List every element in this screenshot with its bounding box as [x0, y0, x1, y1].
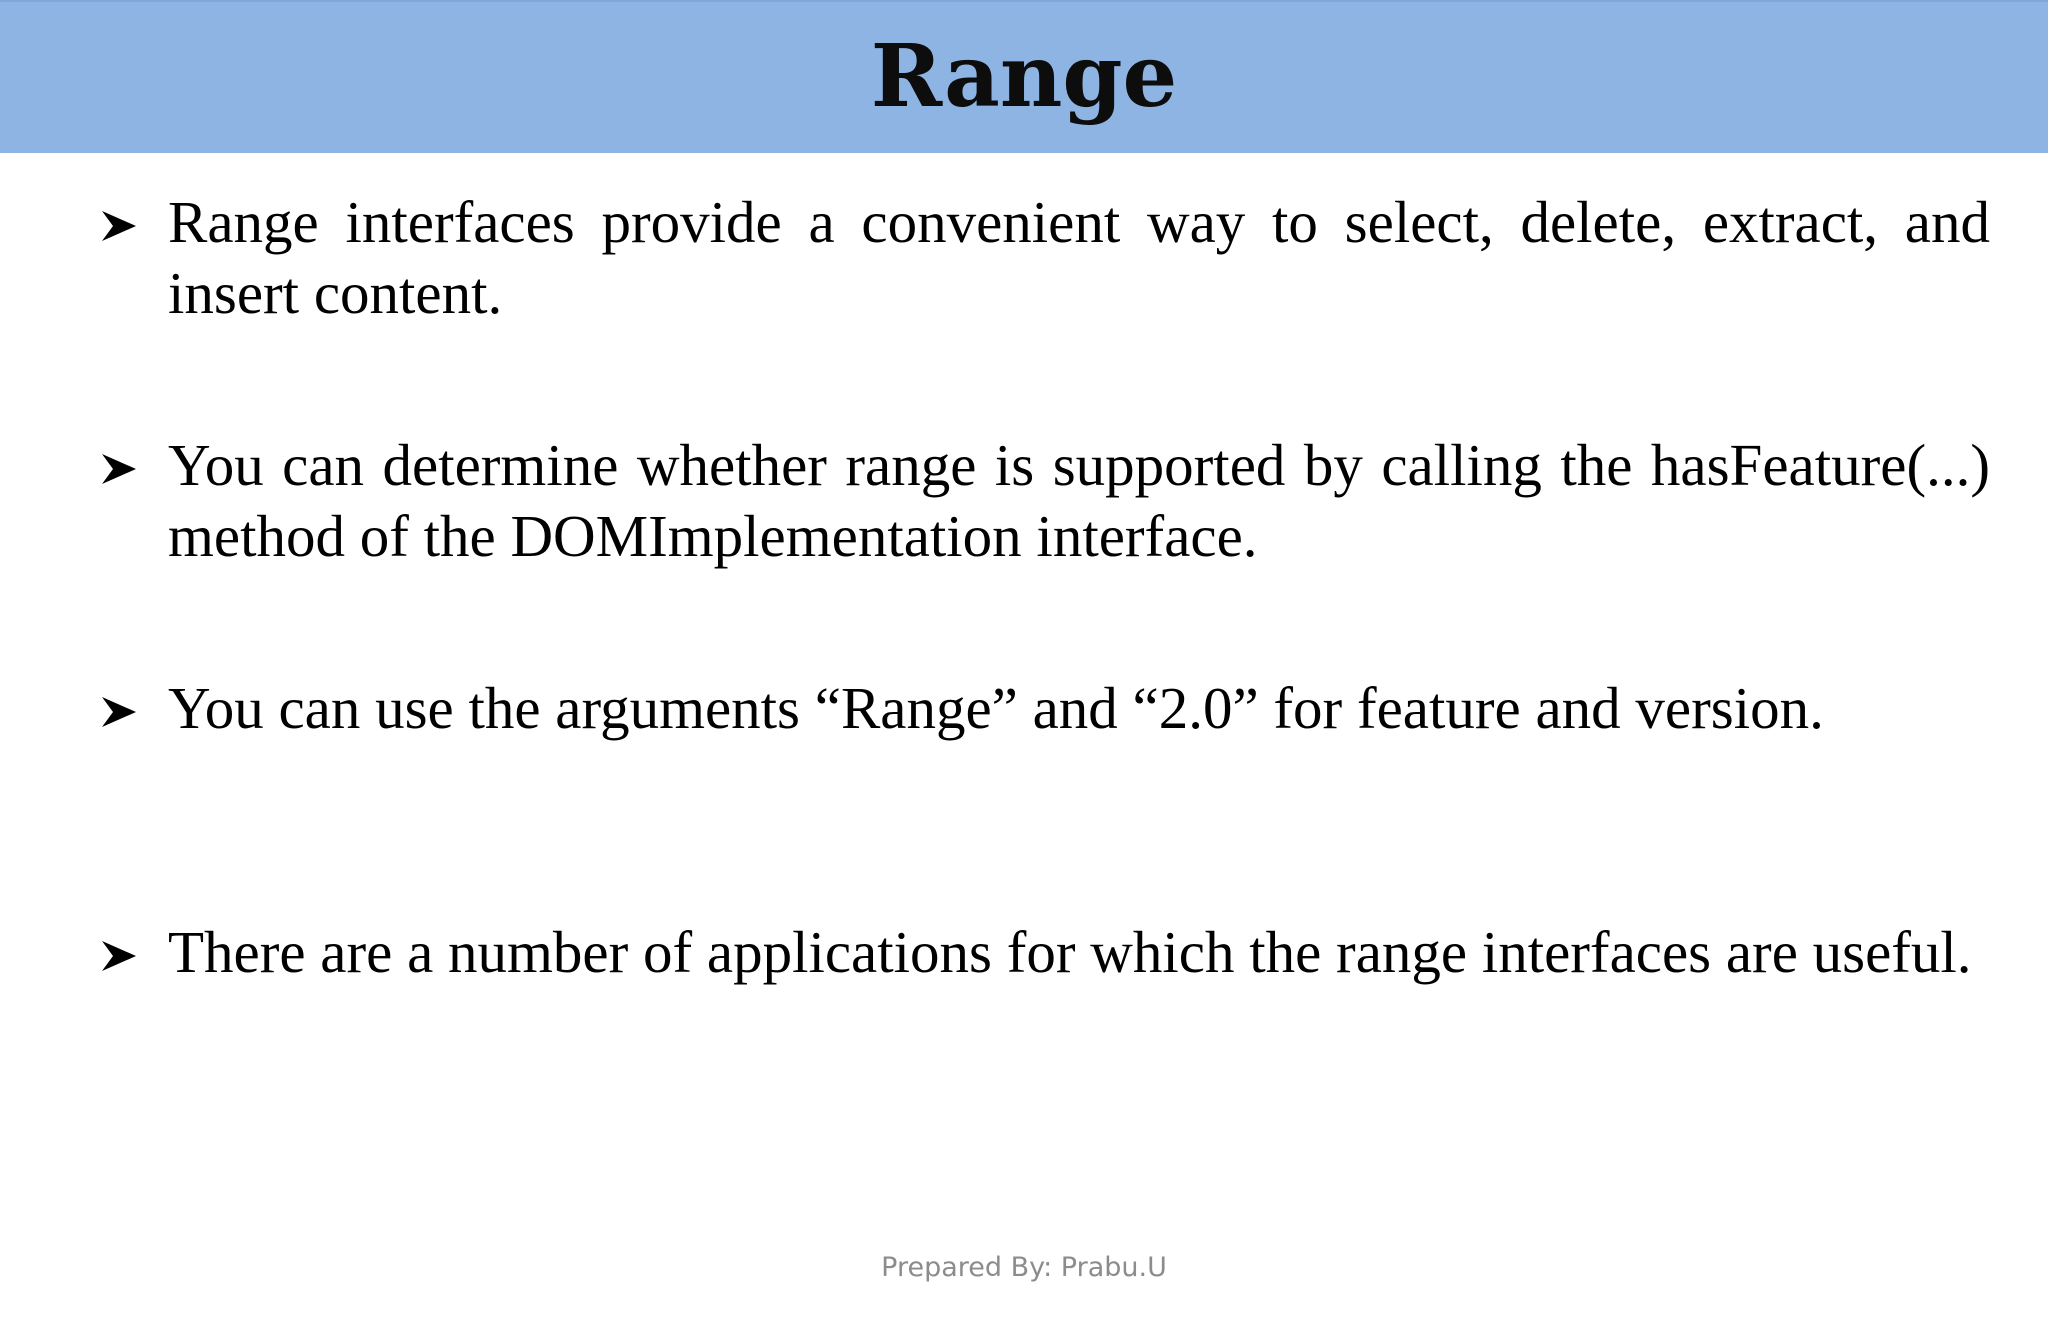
title-band: [0, 0, 2048, 153]
bullet-text: You can use the arguments “Range” and “2.0” for feature and version.: [168, 675, 1824, 741]
bullet-text: There are a number of applications for which the range interfaces are useful.: [168, 919, 1972, 985]
footer-credit: Prepared By: Prabu.U: [881, 1252, 1167, 1283]
arrowhead-bullet-icon: [100, 939, 138, 973]
arrowhead-bullet-icon: [100, 452, 138, 486]
arrowhead-bullet-icon: [100, 695, 138, 729]
bullet-text: Range interfaces provide a convenient way to select, delete, extract, and insert content.: [168, 189, 1990, 326]
arrowhead-bullet-icon: [100, 209, 138, 243]
bullet-text: You can determine whether range is supported by calling the hasFeature(...) method of the DOMImplementation interface.: [168, 432, 1990, 569]
slide-title: Range: [870, 26, 1178, 127]
